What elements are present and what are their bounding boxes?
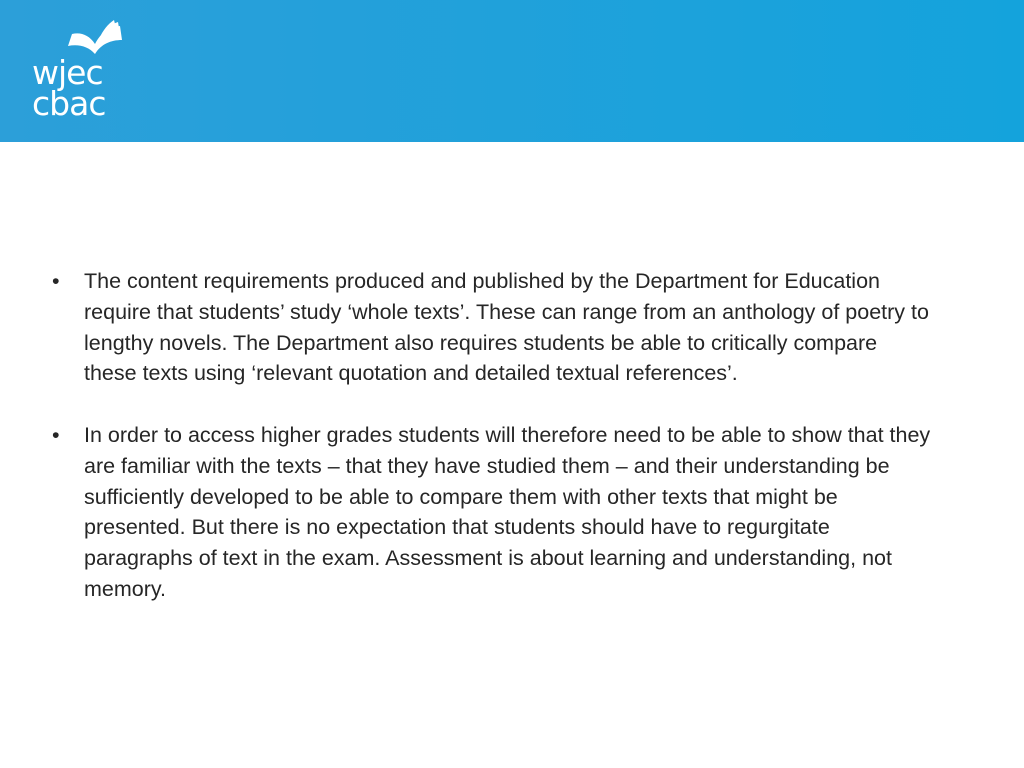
- bullet-text: In order to access higher grades students will therefore need to be able to show that they are familiar with the texts – that they have studied them – and their understanding be sufficiently developed to be able to compare them with other texts that might be presented. But there is no expectation that students should have to regurgitate paragraphs of text in the exam. Assessment is about learning and understanding, not memory.: [84, 422, 931, 601]
- header-band: [0, 0, 1024, 142]
- wjec-cbac-logo: [32, 20, 132, 123]
- bullet-marker: •: [52, 422, 60, 447]
- bullet-marker: •: [52, 269, 60, 293]
- bullet-item-whole-texts: [52, 266, 932, 389]
- bullet-list: [52, 266, 932, 636]
- bullet-item-higher-grades: [52, 420, 932, 605]
- logo-text-wjec: wjec: [32, 53, 103, 92]
- logo-text-cbac: cbac: [32, 84, 106, 123]
- open-book-icon: [66, 20, 124, 56]
- bullet-text: The content requirements produced and published by the Department for Education require that students’ study ‘whole texts’. These can range from an anthology of poetry to lengthy novels. The Department also requires students be able to critically compare these texts using ‘relevant quotation and detailed textual references’.: [84, 269, 929, 386]
